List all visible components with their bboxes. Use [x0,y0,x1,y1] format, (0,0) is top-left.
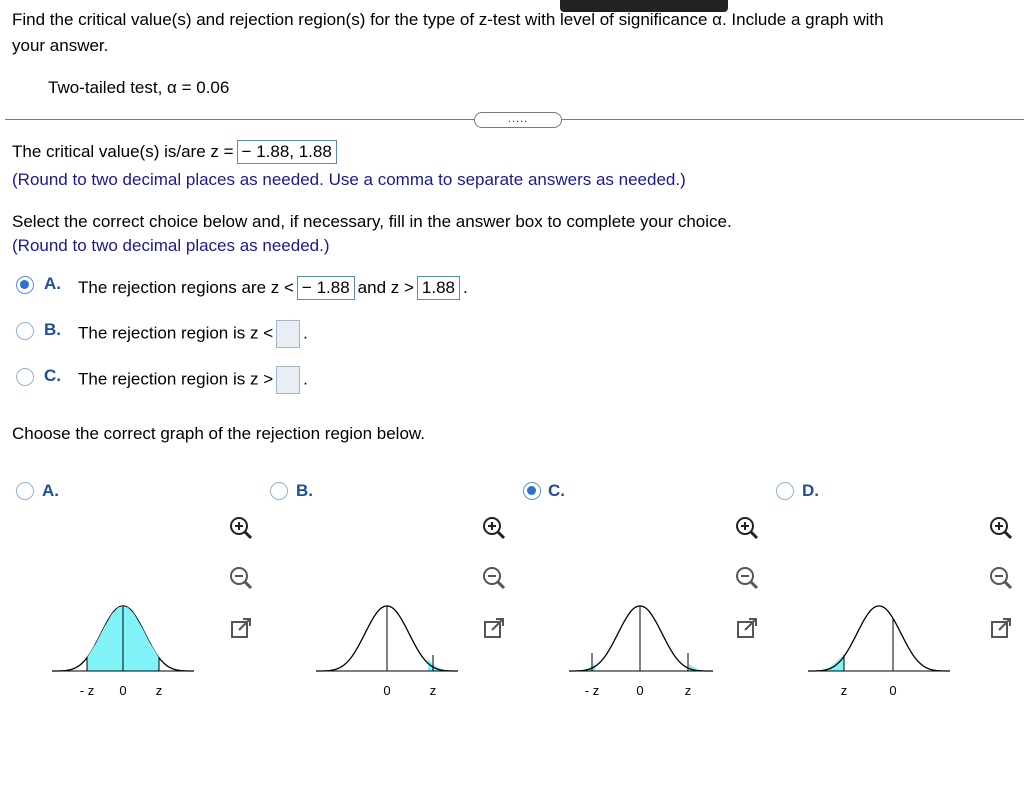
choice-b-row [78,320,308,348]
choice-c-end: . [303,369,308,389]
test-type: Two-tailed test, α = 0.06 [48,78,230,97]
graph-b-plot [312,555,482,705]
graph-d-plot [804,555,974,705]
choice-a-letter: A. [44,274,61,293]
choice-c-answer-box[interactable] [276,366,300,394]
graph-c-plot [565,555,735,705]
normal-curve [569,606,713,671]
critical-value-label: The critical value(s) is/are z = [12,142,234,161]
graph-d-popout-wrap [988,615,1014,646]
axis-label: - z [584,683,600,698]
graph-b-letter: B. [296,481,313,500]
question-line-1: Find the critical value(s) and rejection region(s) for the type of z-test with level of significance α. Include a graph with [12,10,884,29]
axis-label: 0 [383,683,391,698]
graph-d-radio[interactable] [776,482,794,500]
graph-a-letter: A. [42,481,59,500]
choice-a-text-2: and z > [357,278,414,297]
choice-a-row [78,276,468,300]
popout-icon[interactable] [481,615,507,641]
graph-d-zoom-out-wrap [988,565,1014,596]
graph-a-popout-wrap [228,615,254,646]
critical-value-answer-box[interactable]: − 1.88, 1.88 [237,140,337,164]
graph-c-tools [734,515,760,546]
choice-a-text-1: The rejection regions are z < [78,278,294,297]
axis-label: z [155,683,163,698]
graph-c-letter: C. [548,481,565,500]
zoom-out-icon[interactable] [228,565,254,591]
choice-hint: (Round to two decimal places as needed.) [12,236,330,255]
choice-a-radio[interactable] [16,276,34,294]
graph-c-zoom-out-wrap [734,565,760,596]
choice-b-letter: B. [44,320,61,339]
graph-a-plot [52,555,222,705]
axis-label: z [684,683,692,698]
zoom-in-icon[interactable] [988,515,1014,541]
axis-label: - z [79,683,95,698]
graph-d-letter: D. [802,481,819,500]
choice-b-text: The rejection region is z < [78,323,274,343]
axis-label: 0 [636,683,644,698]
choice-c-letter: C. [44,366,61,385]
choice-b-answer-box[interactable] [276,320,300,348]
graph-b-radio[interactable] [270,482,288,500]
graph-a-zoom-out-wrap [228,565,254,596]
zoom-in-icon[interactable] [481,515,507,541]
axis-label: z [429,683,437,698]
expand-dots-button[interactable]: ..... [474,112,562,128]
graph-a-radio[interactable] [16,482,34,500]
graph-c-radio[interactable] [523,482,541,500]
choice-a-answer-box-2[interactable]: 1.88 [417,276,460,300]
graph-b-zoom-out-wrap [481,565,507,596]
graph-prompt: Choose the correct graph of the rejection region below. [12,424,425,443]
choice-b-end: . [303,323,308,343]
question-line-2: your answer. [12,36,109,55]
choice-prompt: Select the correct choice below and, if necessary, fill in the answer box to complete your choice. [12,212,732,231]
graph-d-tools [988,515,1014,546]
axis-label: 0 [119,683,127,698]
graph-c-popout-wrap [734,615,760,646]
choice-a-end: . [463,278,468,297]
graph-a-tools [228,515,254,546]
zoom-out-icon[interactable] [481,565,507,591]
zoom-in-icon[interactable] [734,515,760,541]
choice-c-row [78,366,308,394]
zoom-out-icon[interactable] [734,565,760,591]
axis-label: z [840,683,848,698]
critical-value-hint: (Round to two decimal places as needed. Use a comma to separate answers as needed.) [12,170,686,189]
critical-value-row [12,140,340,164]
normal-curve [808,606,950,671]
zoom-out-icon[interactable] [988,565,1014,591]
choice-c-radio[interactable] [16,368,34,386]
popout-icon[interactable] [734,615,760,641]
popout-icon[interactable] [228,615,254,641]
choice-a-answer-box-1[interactable]: − 1.88 [297,276,355,300]
graph-b-popout-wrap [481,615,507,646]
zoom-in-icon[interactable] [228,515,254,541]
choice-b-radio[interactable] [16,322,34,340]
popout-icon[interactable] [988,615,1014,641]
axis-label: 0 [889,683,897,698]
graph-b-tools [481,515,507,546]
choice-c-text: The rejection region is z > [78,369,274,389]
